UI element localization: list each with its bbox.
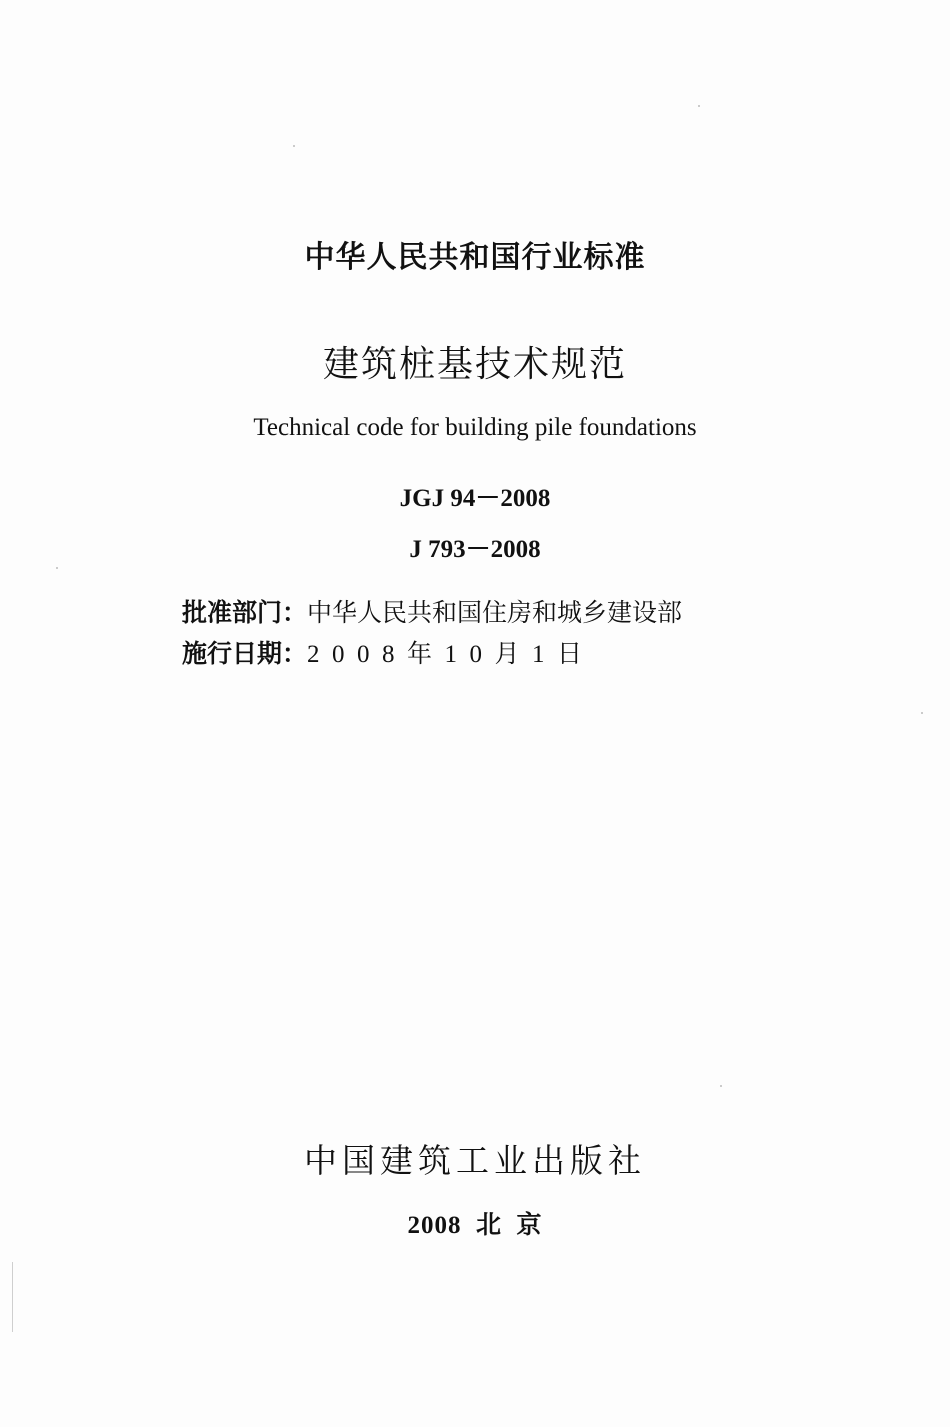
effective-date (182, 634, 782, 670)
standard-code-primary: JGJ 94－2008 (399, 485, 551, 512)
scan-speck (720, 1085, 722, 1087)
approval-value: 中华人民共和国住房和城乡建设部 (307, 598, 683, 627)
standard-category: 中华人民共和国行业标准 (304, 240, 646, 275)
scan-speck (921, 712, 923, 714)
approval-department (182, 593, 782, 629)
standard-code-secondary: J 793－2008 (409, 536, 541, 563)
approval-label: 批准部门： (182, 598, 308, 627)
scan-speck (56, 567, 58, 569)
scan-speck (293, 145, 295, 147)
publisher: 中国建筑工业出版社 (304, 1141, 646, 1180)
scan-speck (698, 105, 700, 107)
title-english: Technical code for building pile foundations (253, 414, 697, 441)
effective-value: 2 0 0 8 年 1 0 月 1 日 (307, 641, 583, 668)
scan-edge-line (12, 1262, 13, 1332)
publication-place: 2008 北 京 (407, 1212, 543, 1239)
effective-label: 施行日期： (182, 639, 308, 668)
title-chinese: 建筑桩基技术规范 (322, 344, 627, 385)
